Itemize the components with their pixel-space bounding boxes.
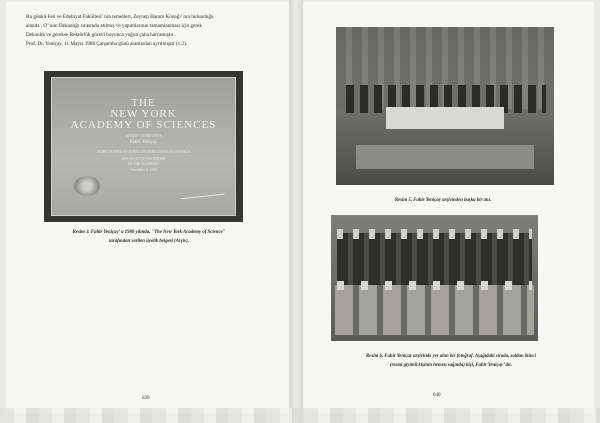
certificate-date: November 6, 1980 bbox=[130, 168, 157, 172]
caption-resim-6 bbox=[318, 352, 584, 370]
caption-resim-5: Resim 5. Fahir Yeniçay arşivinden başka bir anı. bbox=[394, 198, 492, 203]
ceremony-stage bbox=[356, 145, 534, 169]
certificate-academy: OF THE ACADEMY bbox=[127, 162, 160, 166]
group-front-row bbox=[335, 285, 534, 335]
certificate-name: Fahir Yeniçay bbox=[129, 140, 158, 145]
page-number-right: 640 bbox=[433, 393, 441, 398]
page-number-left: 639 bbox=[142, 396, 150, 401]
caption-resim-3-line-2: tarafından verilen üyelik belgesi (Arşiv). bbox=[109, 239, 189, 244]
intro-line-2: alanda , O’ nun Dekanlığı sırasında atılmış ve yapımlarının tamamlanması için gerek bbox=[26, 23, 202, 29]
caption-resim-6-line-1: Resim 6. Fahir Yeniçay arşivinde yer alan bir fotoğraf. Aşağıdaki sırada, soldan ikinci bbox=[366, 354, 536, 359]
certificate-recognition: IN RECOGNITION OF HIS CONTRIBUTIONS TO SCIENCE bbox=[97, 150, 190, 154]
certificate-signature bbox=[179, 180, 224, 200]
caption-resim-3 bbox=[26, 228, 272, 246]
certificate-title-the: THE bbox=[131, 97, 156, 109]
certificate-nominates: HEREBY NOMINATES bbox=[125, 134, 162, 138]
intro-line-4: Prof. Dr. Yeniçay, 11 Mayıs 1988 Çarşamba günü aramızdan ayrılmıştır (1,2). bbox=[26, 41, 188, 47]
group-front-faces bbox=[337, 281, 532, 290]
certificate-photo bbox=[44, 71, 243, 222]
certificate-member: AN ACTIVE MEMBER bbox=[121, 156, 166, 161]
ceremony-table bbox=[386, 107, 504, 129]
group-back-faces bbox=[337, 229, 532, 239]
certificate-title-academy: ACADEMY OF SCIENCES bbox=[70, 119, 217, 131]
scan-bottom-edge bbox=[0, 408, 600, 423]
caption-resim-3-line-1: Resim 3. Fahir Yeniçay’ a 1980 yılında, "The New York Academy of Science" bbox=[72, 230, 226, 235]
caption-resim-6-line-2: (resmi giyimli kişinin hemen sağında) kişi, Fahir Yeniçay’ dır. bbox=[389, 363, 513, 368]
certificate-paper bbox=[51, 77, 236, 216]
certificate-title bbox=[52, 98, 235, 131]
intro-line-1: Bu günkü Fen ve Edebiyat Fakültesi’ nin temelleri, Zeynep Hanım Konağı’ nın bulunduğu bbox=[26, 14, 214, 20]
ceremony-photo bbox=[336, 27, 554, 185]
certificate-title-new-york: NEW YORK bbox=[110, 108, 177, 120]
intro-line-3: Dekanlık ve gerekse Rektörlük görevi boyunca yoğun çaba harcamıştır . bbox=[26, 32, 177, 38]
intro-paragraph bbox=[26, 13, 278, 49]
group-photo bbox=[331, 215, 538, 341]
certificate-seal-icon bbox=[74, 176, 100, 196]
book-gutter bbox=[289, 0, 303, 423]
